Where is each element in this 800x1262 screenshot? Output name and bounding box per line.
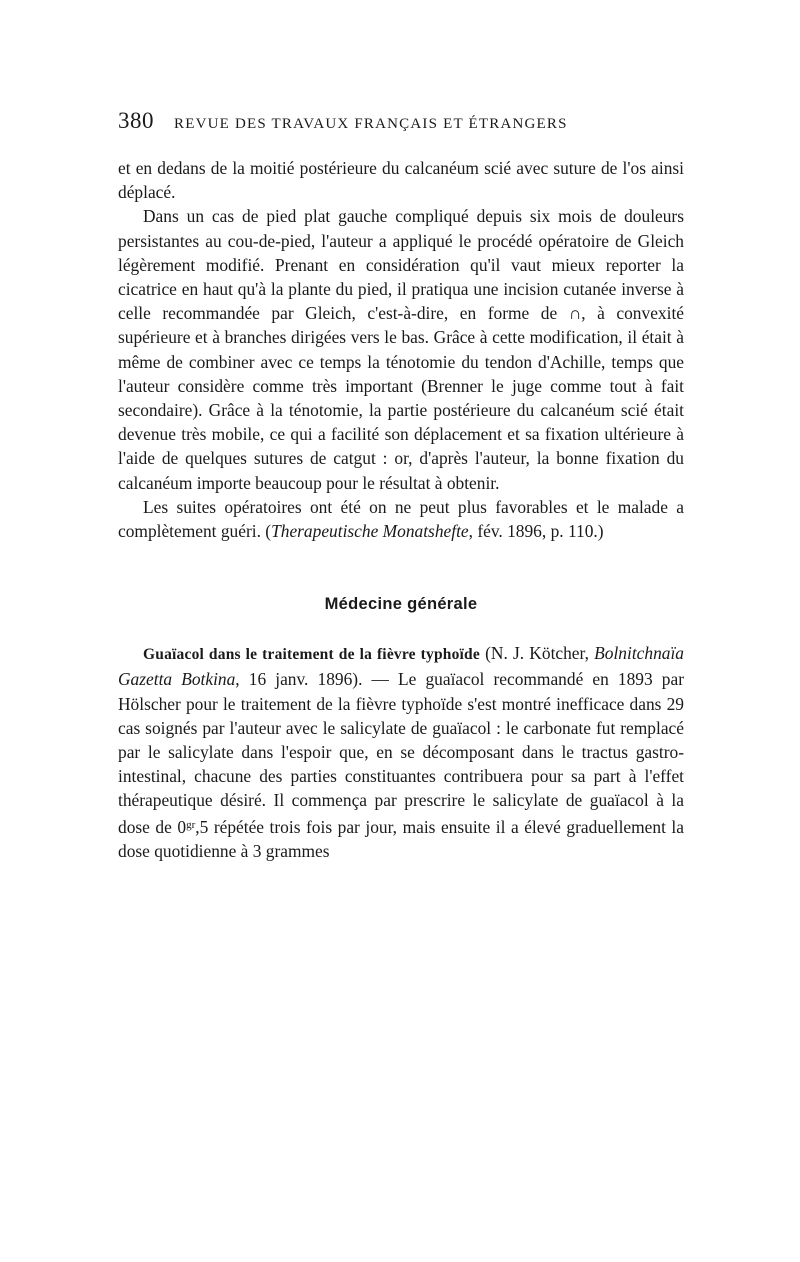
- running-head: [118, 108, 684, 142]
- page-number: 380: [118, 108, 154, 133]
- article-journal: Bolnitchnaïa Gazetta Botkina: [118, 643, 684, 690]
- results-text: Les suites opératoires ont été on ne peut plus favorables et le malade a complètement guéri. (: [118, 496, 684, 542]
- paragraph-gleich-procedure: Dans un cas de pied plat gauche compliqué depuis six mois de douleurs persistantes au cou-de-pied, l'auteur a appliqué le procédé opératoire de Gleich légèrement modifié. Prenant en considération qu'il vaut mieux reporter la cicatrice en haut qu'à la plante du pied, il pratiqua une incision cutanée inverse à celle recommandée par Gleich, c'est-à-dire, en forme de ∩, à convexité supérieure et à branches dirigées vers le bas. Grâce à cette modification, il était à même de combiner avec ce temps la ténotomie du tendon d'Achille, temps que l'auteur considère comme très important (Brenner le juge comme tout à fait secondaire). Grâce à la ténotomie, la partie postérieure du calcanéum scié était devenue très mobile, ce qui a facilité son déplacement et sa fixation ultérieure à l'aide de quelques sutures de catgut : or, d'après l'auteur, la bonne fixation du calcanéum importe beaucoup pour le résultat à obtenir.: [118, 206, 684, 493]
- journal-citation: Therapeutische Monatshefte: [271, 521, 469, 542]
- article-author: (N. J. Kötcher,: [479, 643, 595, 664]
- section-heading: Médecine générale: [324, 595, 478, 614]
- journal-page: [118, 108, 684, 863]
- article-body: , 16 janv. 1896). — Le guaïacol recommandé en 1893 par Hölscher pour le traitement de la fièvre typhoïde s'est montré inefficace dans 29 cas soignés par l'auteur avec le salicylate de guaïacol : le carbonate fut remplacé par le salicylate dans l'espoir que, en se décomposant dans le tractus gastro-intestinal, chacune des parties constituantes contribuera pour sa part à l'effet thérapeutique désiré. Il commença par prescrire le salicylate de guaïacol à la dose de 0: [118, 669, 684, 837]
- paragraph-continuation: et en dedans de la moitié postérieure du calcanéum scié avec suture de l'os ainsi déplacé.: [118, 158, 684, 203]
- running-title: REVUE DES TRAVAUX FRANÇAIS ET ÉTRANGERS: [174, 116, 568, 132]
- paragraph-results: [118, 495, 684, 543]
- dose-unit: gr: [186, 818, 196, 831]
- article-body-end: ,5 répétée trois fois par jour, mais ensuite il a élevé graduellement la dose quotidienne à 3 grammes: [118, 816, 684, 861]
- article-title: Guaïacol dans le traitement de la fièvre typhoïde: [143, 646, 480, 664]
- article-guaiacol: [118, 641, 684, 863]
- citation-date: , fév. 1896, p. 110.): [468, 521, 604, 542]
